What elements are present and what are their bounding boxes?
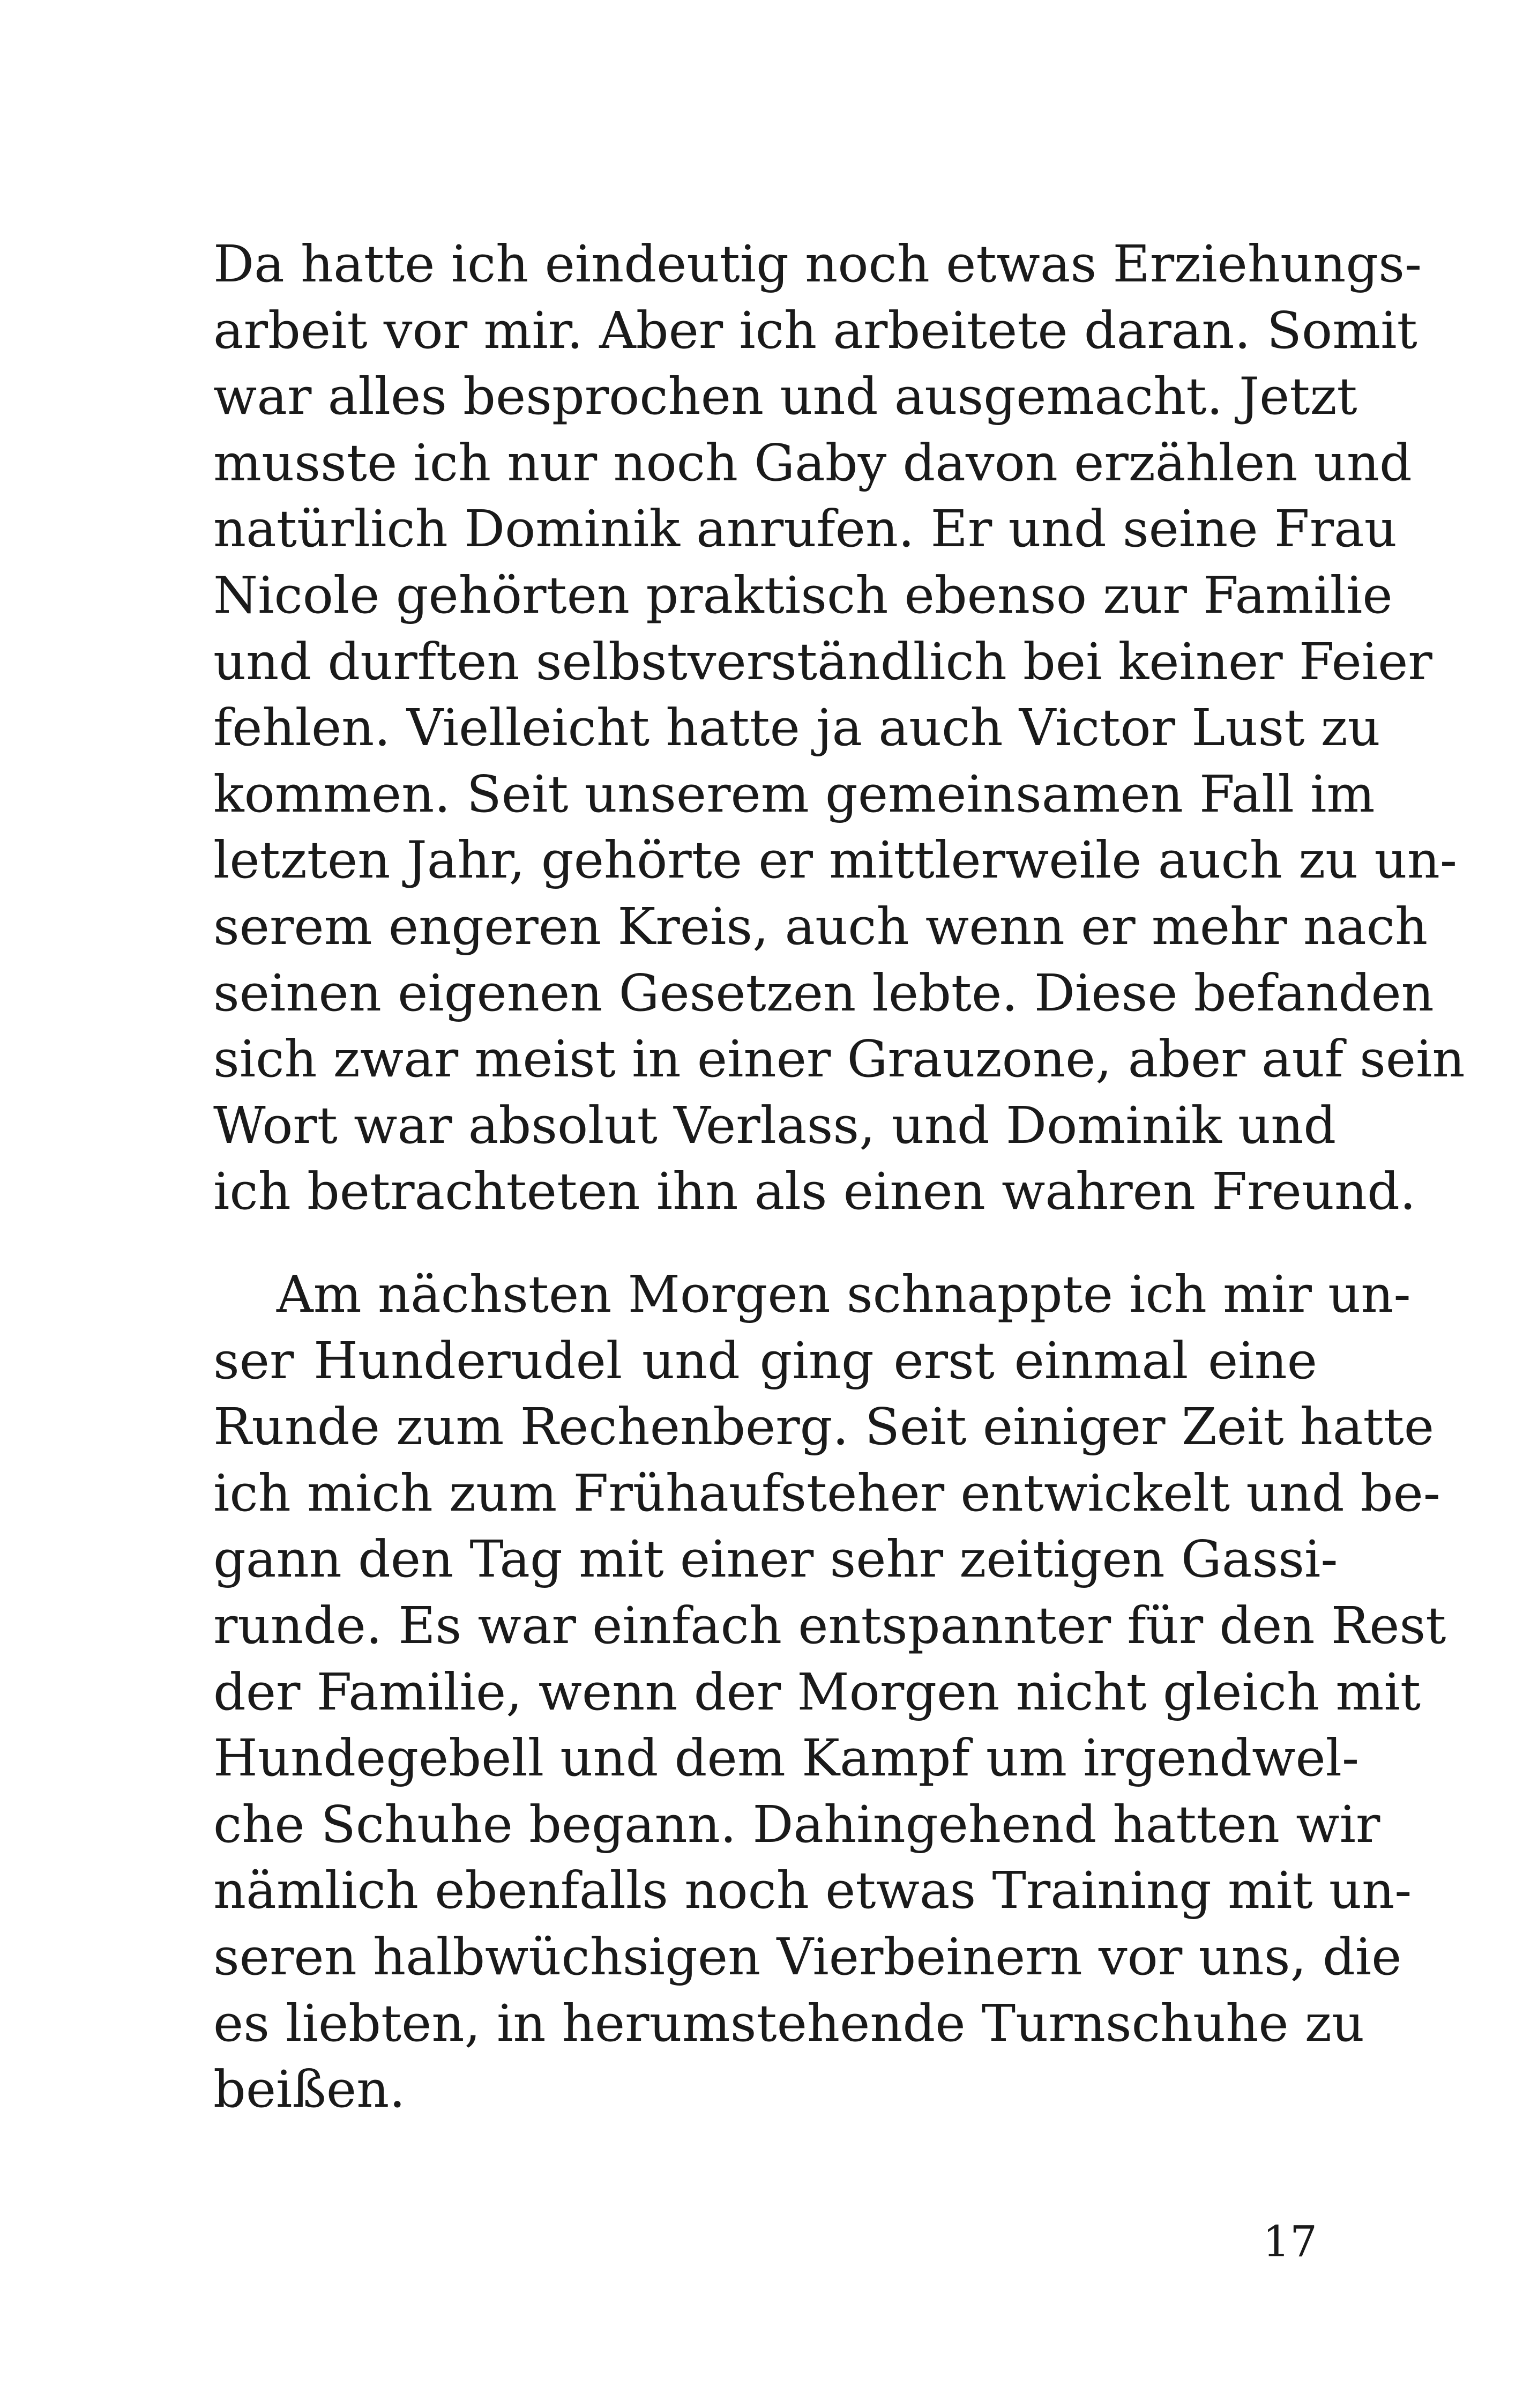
- text-line: und durften selbstverständlich bei keiner Feier: [213, 632, 1432, 692]
- text-line: beißen.: [213, 2060, 406, 2120]
- text-line: Runde zum Rechenberg. Seit einiger Zeit hatte: [213, 1398, 1435, 1457]
- text-line: kommen. Seit unserem gemeinsamen Fall im: [213, 764, 1375, 824]
- paragraph-1: [213, 232, 1465, 1225]
- text-line: Da hatte ich eindeutig noch etwas Erziehungs-: [213, 235, 1422, 294]
- text-line: seinen eigenen Gesetzen lebte. Diese befanden: [213, 963, 1434, 1023]
- text-line: Nicole gehörten praktisch ebenso zur Familie: [213, 566, 1393, 625]
- text-line: ich betrachteten ihn als einen wahren Freund.: [213, 1162, 1416, 1222]
- page-number: 17: [1263, 2217, 1317, 2266]
- text-line: ich mich zum Frühaufsteher entwickelt und be-: [213, 1463, 1440, 1523]
- text-line: es liebten, in herumstehende Turnschuhe zu: [213, 1994, 1365, 2053]
- text-line: war alles besprochen und ausgemacht. Jetzt: [213, 367, 1357, 427]
- text-line: nämlich ebenfalls noch etwas Training mit un-: [213, 1861, 1412, 1921]
- text-line: der Familie, wenn der Morgen nicht gleich mit: [213, 1662, 1421, 1722]
- text-line: gann den Tag mit einer sehr zeitigen Gassi-: [213, 1530, 1338, 1589]
- text-line: natürlich Dominik anrufen. Er und seine Frau: [213, 500, 1397, 559]
- paragraph-2: [213, 1262, 1446, 2123]
- text-line: serem engeren Kreis, auch wenn er mehr nach: [213, 897, 1428, 956]
- text-line: runde. Es war einfach entspannter für den Rest: [213, 1596, 1446, 1655]
- text-line: che Schuhe begann. Dahingehend hatten wir: [213, 1795, 1380, 1854]
- text-line: ser Hunderudel und ging erst einmal eine: [213, 1331, 1317, 1391]
- text-line: letzten Jahr, gehörte er mittlerweile auch zu un-: [213, 831, 1458, 890]
- text-line: Wort war absolut Verlass, und Dominik und: [213, 1096, 1337, 1155]
- text-line: musste ich nur noch Gaby davon erzählen und: [213, 433, 1412, 493]
- text-line: arbeit vor mir. Aber ich arbeitete daran. Somit: [213, 301, 1417, 360]
- text-line: Hundegebell und dem Kampf um irgendwel-: [213, 1729, 1360, 1788]
- text-line: Am nächsten Morgen schnappte ich mir un-: [277, 1265, 1411, 1324]
- text-line: sich zwar meist in einer Grauzone, aber auf sein: [213, 1030, 1465, 1089]
- text-line: fehlen. Vielleicht hatte ja auch Victor Lust zu: [213, 698, 1380, 758]
- text-line: seren halbwüchsigen Vierbeinern vor uns, die: [213, 1927, 1402, 1987]
